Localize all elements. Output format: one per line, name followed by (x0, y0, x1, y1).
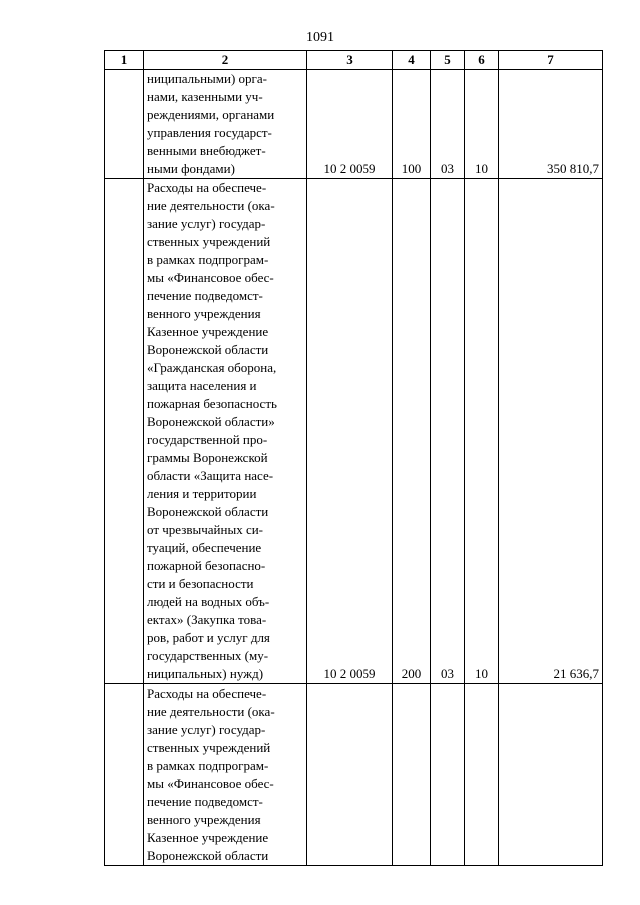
description-line: людей на водных объ- (147, 594, 270, 609)
description-line: туаций, обеспечение (147, 540, 262, 555)
table-header-row (105, 51, 603, 70)
description-line: ниципальных) нужд) (147, 666, 264, 681)
table-row (105, 70, 603, 179)
section-cell: 03 (431, 179, 465, 684)
description-line: государственных (му- (147, 648, 269, 663)
budget-table (104, 50, 603, 866)
column-header-5: 5 (431, 51, 465, 70)
column-header-6: 6 (465, 51, 499, 70)
description-line: зание услуг) государ- (147, 216, 266, 231)
description-line: печение подведомст- (147, 794, 263, 809)
section-cell (431, 684, 465, 866)
column-header-4: 4 (393, 51, 431, 70)
table-row (105, 179, 603, 684)
subsection-cell (465, 684, 499, 866)
table-row (105, 684, 603, 866)
description-line: ственных учреждений (147, 740, 271, 755)
amount-cell: 21 636,7 (499, 179, 603, 684)
description-line: в рамках подпрограм- (147, 252, 269, 267)
expense-type-cell: 200 (393, 179, 431, 684)
description-line: управления государст- (147, 125, 272, 140)
description-line: венного учреждения (147, 812, 261, 827)
description-line: нами, казенными уч- (147, 89, 263, 104)
description-cell (144, 684, 307, 866)
description-line: Воронежской области (147, 504, 269, 519)
description-line: Казенное учреждение (147, 324, 269, 339)
column-header-3: 3 (307, 51, 393, 70)
description-line: реждениями, органами (147, 107, 275, 122)
description-line: от чрезвычайных си- (147, 522, 263, 537)
description-line: сти и безопасности (147, 576, 254, 591)
column-header-7: 7 (499, 51, 603, 70)
description-line: Воронежской области» (147, 414, 275, 429)
description-cell (144, 179, 307, 684)
description-line: венного учреждения (147, 306, 261, 321)
description-line: ными фондами) (147, 161, 235, 176)
description-line: венными внебюджет- (147, 143, 266, 158)
code-cell: 10 2 0059 (307, 179, 393, 684)
column-header-1: 1 (105, 51, 144, 70)
description-line: в рамках подпрограм- (147, 758, 269, 773)
page-number: 1091 (306, 30, 334, 45)
description-line: зание услуг) государ- (147, 722, 266, 737)
code-cell: 10 2 0059 (307, 70, 393, 179)
description-line: Казенное учреждение (147, 830, 269, 845)
description-line: «Гражданская оборона, (147, 360, 277, 375)
description-line: Расходы на обеспече- (147, 686, 267, 701)
description-line: ственных учреждений (147, 234, 271, 249)
code-cell (307, 684, 393, 866)
row-index-cell (105, 70, 144, 179)
description-line: ров, работ и услуг для (147, 630, 270, 645)
subsection-cell: 10 (465, 70, 499, 179)
subsection-cell: 10 (465, 179, 499, 684)
description-line: Воронежской области (147, 342, 269, 357)
description-line: ние деятельности (ока- (147, 704, 275, 719)
section-cell: 03 (431, 70, 465, 179)
description-line: печение подведомст- (147, 288, 263, 303)
description-line: граммы Воронежской (147, 450, 268, 465)
description-line: мы «Финансовое обес- (147, 776, 274, 791)
description-cell (144, 70, 307, 179)
amount-cell: 350 810,7 (499, 70, 603, 179)
column-header-2: 2 (144, 51, 307, 70)
description-line: пожарной безопасно- (147, 558, 266, 573)
amount-cell (499, 684, 603, 866)
description-line: государственной про- (147, 432, 268, 447)
expense-type-cell: 100 (393, 70, 431, 179)
description-line: ние деятельности (ока- (147, 198, 275, 213)
description-line: области «Защита насе- (147, 468, 274, 483)
description-line: ления и территории (147, 486, 257, 501)
description-line: мы «Финансовое обес- (147, 270, 274, 285)
description-line: ниципальными) орга- (147, 71, 267, 86)
row-index-cell (105, 179, 144, 684)
description-line: Расходы на обеспече- (147, 180, 267, 195)
row-index-cell (105, 684, 144, 866)
description-line: Воронежской области (147, 848, 269, 863)
description-line: защита населения и (147, 378, 257, 393)
description-line: ектах» (Закупка това- (147, 612, 267, 627)
description-line: пожарная безопасность (147, 396, 277, 411)
expense-type-cell (393, 684, 431, 866)
